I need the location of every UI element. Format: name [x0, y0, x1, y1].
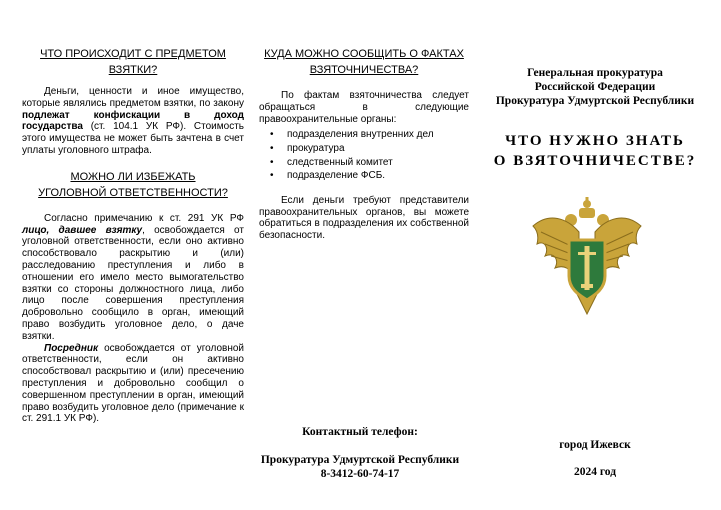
paragraph-bribe-giver: Согласно примечанию к ст. 291 УК РФ лицо, давшее взятку, освобождается от уголовной ответственности, если оно активно способствовало раскрытию и (или) расследованию преступления и либо в отношении его имело место вымогательство взятки со стороны должностного лица, либо лицо после совершения преступления добровольно сообщило в орган, имеющий право возбудить уголовное дело, о даче взятки. [22, 212, 244, 342]
city: город Ижевск [559, 439, 631, 451]
list-item: • прокуратура [287, 142, 469, 156]
paragraph-intermediary: Посредник освобождается от уголовной ответственности, если он активно способствовал раскрытию и (или) пресечению преступления и добровольно сообщил о совершенном преступлении в орган, имеющий право возбудить уголовное дело (примечание к ст. 291.1 УК РФ). [22, 342, 244, 425]
contact-label: Контактный телефон: [302, 426, 418, 438]
city-year [477, 438, 713, 479]
paragraph-report-intro: По фактам взяточничества следует обращаться в следующие правоохранительные органы: [259, 90, 469, 125]
paragraph-own-security: Если деньги требуют представители правоохранительных органов, вы можете обратиться в подразделения их собственной безопасности. [259, 194, 469, 242]
list-item: • подразделения внутренних дел [287, 128, 469, 142]
cover-title: ЧТО НУЖНО ЗНАТЬ О ВЗЯТОЧНИЧЕСТВЕ? [493, 133, 697, 169]
panel-cover [477, 0, 713, 510]
contact-org: Прокуратура Удмуртской Республики [260, 454, 460, 466]
panel-left [22, 0, 244, 510]
year: 2024 год [573, 466, 617, 478]
contact-block [240, 425, 480, 481]
prosecutor-emblem-icon [527, 196, 647, 319]
authority-list [259, 128, 469, 182]
list-item: • подразделение ФСБ. [287, 169, 469, 183]
list-item: • следственный комитет [287, 156, 469, 170]
heading-avoid-liability: МОЖНО ЛИ ИЗБЕЖАТЬ УГОЛОВНОЙ ОТВЕТСТВЕННОСТИ? [38, 170, 228, 199]
crown-icon [579, 197, 595, 218]
paragraph-confiscation: Деньги, ценности и иное имущество, которые являлись предметом взятки, по закону подлежат конфискации в доход государства (ст. 104.1 УК РФ). Стоимость этого имущества не может быть зачтена в счет уплаты уголовного штрафа. [22, 86, 244, 156]
heading-where-to-report: КУДА МОЖНО СООБЩИТЬ О ФАКТАХ ВЗЯТОЧНИЧЕСТВА? [264, 48, 464, 76]
heading-bribe-subject: ЧТО ПРОИСХОДИТ С ПРЕДМЕТОМ ВЗЯТКИ? [40, 48, 226, 76]
contact-phone: 8-3412-60-74-17 [320, 468, 400, 480]
org-header: Генеральная прокуратура Российской Федерации Прокуратура Удмуртской Республики [495, 67, 695, 107]
